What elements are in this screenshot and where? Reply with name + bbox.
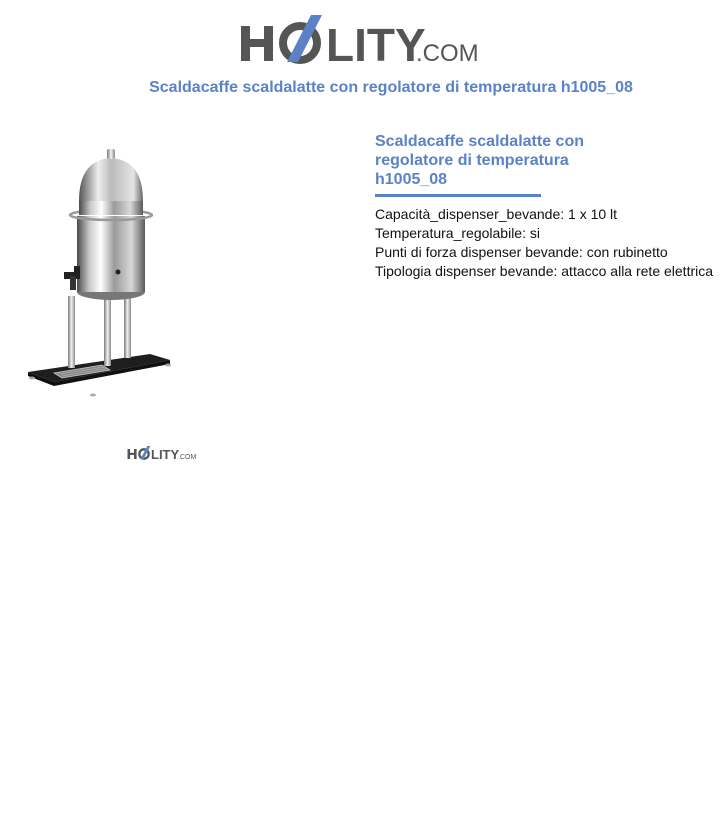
product-image[interactable] — [24, 146, 176, 400]
holity-watermark-logo — [127, 445, 197, 462]
spec-item: Temperatura_regolabile: si — [375, 225, 540, 241]
product-title-line: h1005_08 — [375, 171, 448, 188]
svg-text:LITY: LITY — [326, 19, 426, 68]
product-title-line: Scaldacaffe scaldalatte con — [375, 133, 584, 150]
holity-logo[interactable] — [240, 12, 480, 68]
spec-list — [375, 205, 720, 281]
spec-item: Capacità_dispenser_bevande: 1 x 10 lt — [375, 206, 618, 222]
product-title — [375, 132, 615, 189]
product-title-line: regolatore di temperatura — [375, 152, 569, 169]
spec-item: Punti di forza dispenser bevande: con rubinetto — [375, 244, 668, 260]
svg-text:.COM: .COM — [416, 40, 479, 67]
spec-item: Tipologia dispenser bevande: attacco alla rete elettrica — [375, 263, 714, 279]
svg-text:.COM: .COM — [178, 454, 197, 461]
heading-underline — [375, 194, 541, 197]
page-title: Scaldacaffe scaldalatte con regolatore di temperatura h1005_08 — [149, 79, 633, 96]
svg-text:LITY: LITY — [151, 447, 180, 462]
